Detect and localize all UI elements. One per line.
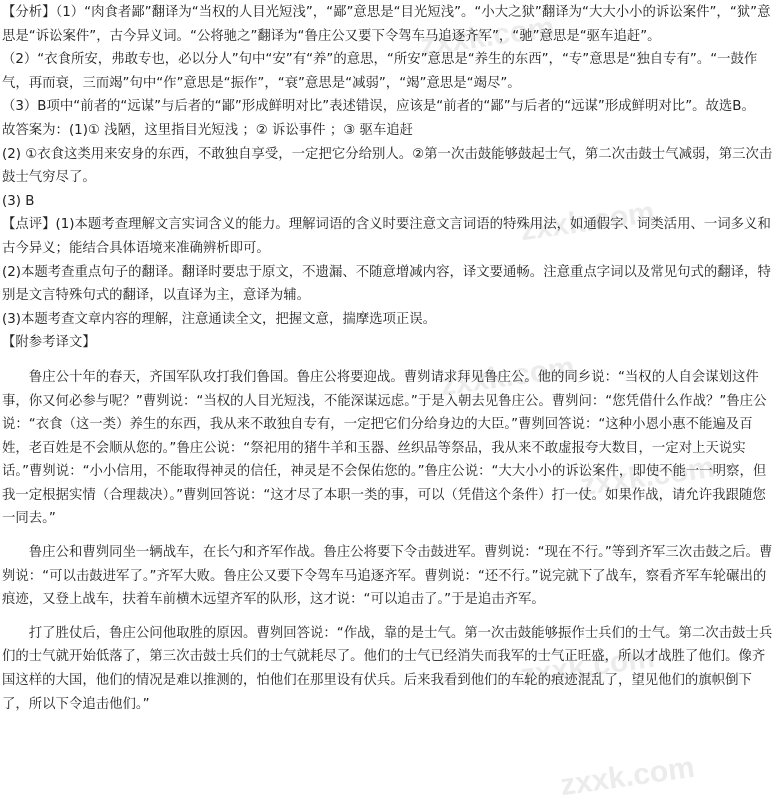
spacer (2, 531, 774, 541)
watermark: zxxk.com (558, 750, 697, 803)
comment-section (2, 213, 774, 331)
watermark: zxxk.com (578, 450, 717, 503)
answer-line: 故答案为：(1)① 浅陋，这里指目光短浅 ；② 诉讼事件 ；③ 驱车追赶 (2, 122, 414, 138)
watermark: zxxk.com (418, 10, 557, 63)
watermark: zxxk.com (518, 640, 657, 693)
translation-heading: 【附参考译文】 (2, 335, 96, 351)
analysis-paragraph: （2）“衣食所安，弗敢专也，必以分人”句中“安”有“养”的意思，“所安”意思是“养生的东西”，“专”意思是“独自专有”。“一鼓作气，再而衰，三而竭”句中“作”意思是“振作”，“衰”意思是“减弱”，“竭”意思是“竭尽”。 (2, 52, 758, 91)
spacer (2, 612, 774, 622)
translation-paragraph: 鲁庄公十年的春天，齐国军队攻打我们鲁国。鲁庄公将要迎战。曹刿请求拜见鲁庄公。他的同乡说：“当权的人自会谋划这件事，你又何必参与呢？”曹刿说：“当权的人目光短浅，不能深谋远虑。”于是入朝去见鲁庄公。曹刿问：“您凭借什么作战？”鲁庄公说：“衣食（这一类）养生的东西，我从来不敢独自专有，一定把它们分给身边的大臣。”曹刿回答说：“这种小恩小惠不能遍及百姓，老百姓是不会顺从您的。”鲁庄公说：“祭祀用的猪牛羊和玉器、丝织品等祭品，我从来不敢虚报夸大数目，一定对上天说实话。”曹刿说：“小小信用，不能取得神灵的信任，神灵是不会保佑您的。”鲁庄公说：“大大小小的诉讼案件，即使不能一一明察，但我一定根据实情（合理裁决）。”曹刿回答说：“这才尽了本职一类的事，可以（凭借这个条件）打一仗。如果作战，请允许我跟随您一同去。” (2, 369, 767, 527)
spacer (2, 355, 774, 366)
comment-paragraph: (3)本题考查文章内容的理解，注意通读全文，把握文意，揣摩选项正误。 (2, 311, 437, 327)
analysis-paragraph: 【分析】（1）“肉食者鄙”翻译为“当权的人目光短浅”，“鄙”意思是“目光短浅”。“小大之狱”翻译为“大大小小的诉讼案件”，“狱”意思是“诉讼案件”，古今异义词。“公将驰之”翻译为“鲁庄公又要下令驾车马追逐齐军”，“驰”意思是“驱车追赶”。 (2, 5, 771, 44)
analysis-paragraph: （3）B项中“前者的“远谋”与后者的“鄙”形成鲜明对比”表述错误，应该是“前者的“鄙”与后者的“远谋”形成鲜明对比”。故选B。 (2, 99, 755, 115)
answer-line: (2) ①衣食这类用来安身的东西，不敢独自享受，一定把它分给别人。②第一次击鼓能够鼓起士气，第二次击鼓士气减弱，第三次击鼓士气穷尽了。 (2, 146, 773, 186)
translation-paragraph: 打了胜仗后，鲁庄公问他取胜的原因。曹刿回答说：“作战，靠的是士气。第一次击鼓能够振作士兵们的士气。第二次击鼓士兵们的士气就开始低落了，第三次击鼓士兵们的士气就耗尽了。他们的士气已经消失而我军的士气正旺盛，所以才战胜了他们。像齐国这样的大国，他们的情况是难以推测的，怕他们在那里设有伏兵。后来我看到他们的车轮的痕迹混乱了，望见他们的旗帜倒下了，所以下令追击他们。” (2, 625, 773, 712)
comment-paragraph: 【点评】(1)本题考查理解文言实词含义的能力。理解词语的含义时要注意文言词语的特殊用法，如通假字、词类活用、一词多义和古今异义；能结合具体语境来准确辨析即可。 (2, 217, 771, 256)
analysis-section (2, 1, 774, 119)
answer-section (2, 119, 774, 213)
translation-paragraph: 鲁庄公和曹刿同坐一辆战车，在长勺和齐军作战。鲁庄公将要下令击鼓进军。曹刿说：“现在不行。”等到齐军三次击鼓之后。曹刿说：“可以击鼓进军了。”齐军大败。鲁庄公又要下令驾车马追逐齐军。曹刿说：“还不行。”说完就下了战车，察看齐军车轮碾出的痕迹，又登上战车，扶着车前横木远望齐军的队形，这才说：“可以追击了。”于是追击齐军。 (2, 545, 773, 608)
comment-paragraph: (2)本题考查重点句子的翻译。翻译时要忠于原文，不遗漏、不随意增减内容，译文要通畅。注意重点字词以及常见句式的翻译，特别是文言特殊句式的翻译，以直译为主，意译为辅。 (2, 264, 771, 304)
answer-line: (3) B (2, 193, 35, 209)
watermark: zxxk.com (438, 350, 577, 403)
translation-section (2, 366, 774, 716)
watermark: zxxk.com (518, 195, 657, 248)
